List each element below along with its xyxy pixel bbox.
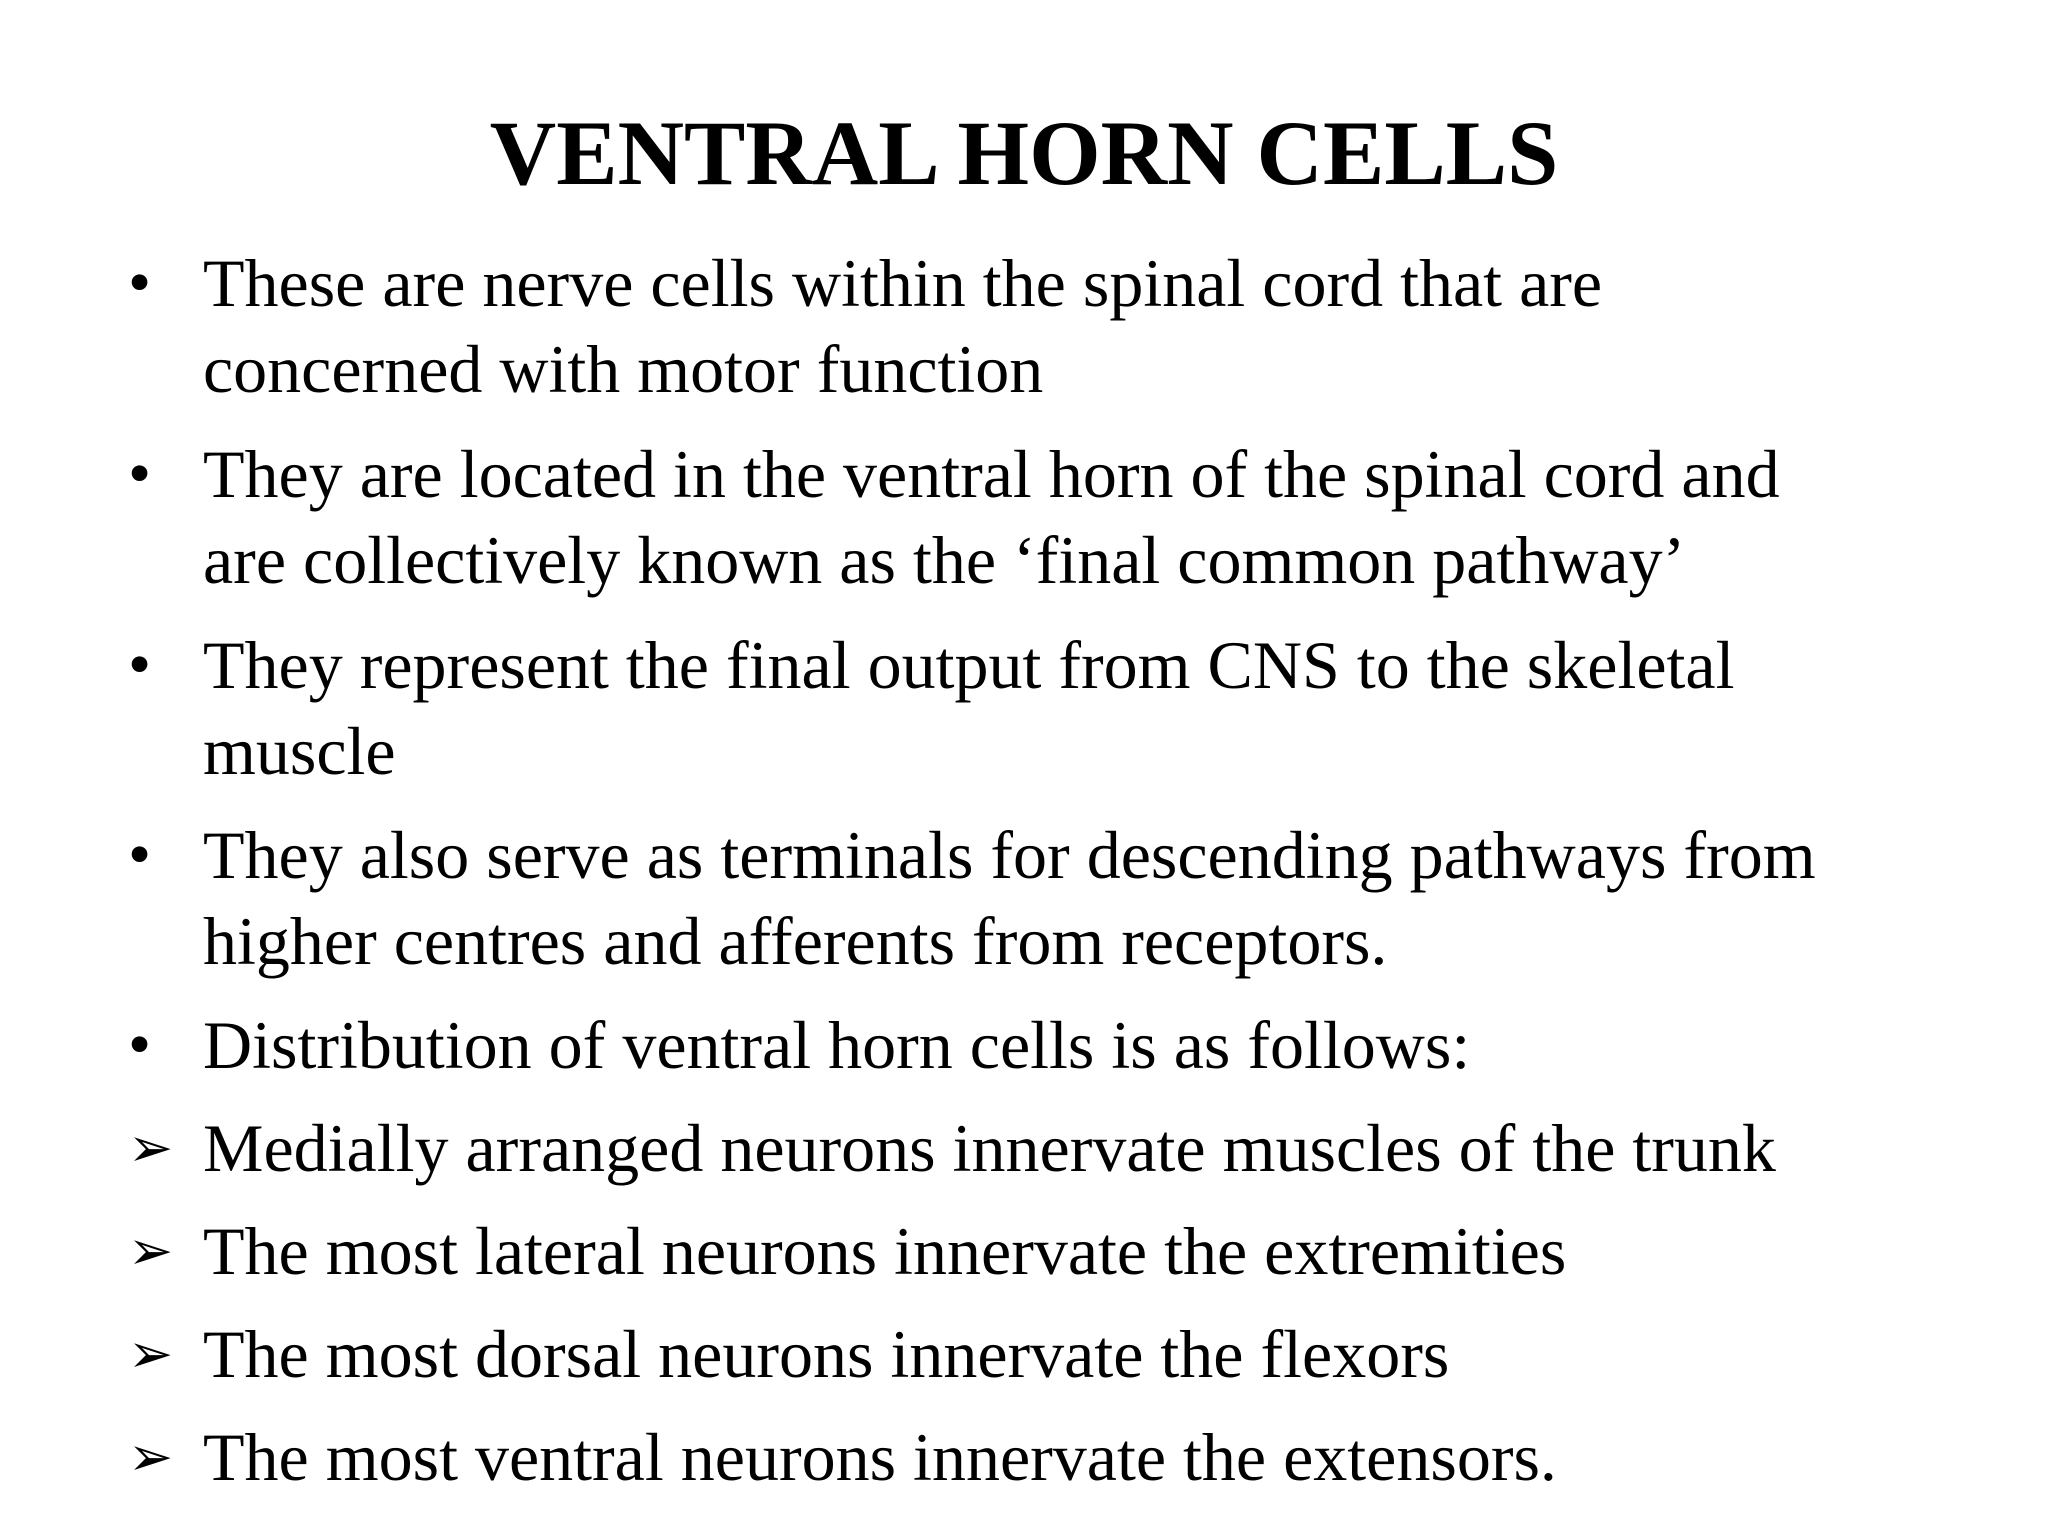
list-item-line: They also serve as terminals for descending pathways from — [203, 817, 1816, 893]
list-item-line: The most ventral neurons innervate the extensors. — [203, 1419, 1557, 1495]
list-item-line: concerned with motor function — [203, 331, 1044, 407]
bullet-marker: • — [128, 1008, 152, 1081]
arrow-bullet-icon: ➢ — [128, 1322, 174, 1385]
list-item-text — [203, 622, 2003, 794]
list-item-text — [203, 1105, 2003, 1191]
bullet-marker: • — [128, 246, 152, 319]
list-item-line: Medially arranged neurons innervate muscles of the trunk — [203, 1110, 1776, 1186]
list-item-line: Distribution of ventral horn cells is as follows: — [203, 1007, 1471, 1083]
arrow-bullet-icon: ➢ — [128, 1219, 174, 1282]
list-item-text — [203, 812, 2003, 984]
arrow-bullet-icon: ➢ — [128, 1116, 174, 1179]
bullet-marker: • — [128, 437, 152, 510]
list-item-line: They are located in the ventral horn of the spinal cord and — [203, 436, 1780, 512]
list-item-line: higher centres and afferents from receptors. — [203, 903, 1388, 979]
arrow-bullet-icon: ➢ — [128, 1425, 174, 1488]
list-item-text — [203, 240, 2003, 412]
bullet-marker: • — [128, 818, 152, 891]
list-item-text — [203, 1208, 2003, 1294]
list-item-line: The most lateral neurons innervate the extremities — [203, 1213, 1567, 1289]
list-item-line: are collectively known as the ‘final common pathway’ — [203, 522, 1686, 598]
list-item-text — [203, 431, 2003, 603]
list-item-text — [203, 1414, 2003, 1500]
bullet-marker: • — [128, 628, 152, 701]
list-item-line: They represent the final output from CNS to the skeletal — [203, 627, 1735, 703]
list-item-line: These are nerve cells within the spinal cord that are — [203, 245, 1603, 321]
list-item-line: The most dorsal neurons innervate the flexors — [203, 1316, 1450, 1392]
slide-title: VENTRAL HORN CELLS — [489, 102, 1559, 204]
list-item-text — [203, 1311, 2003, 1397]
list-item-line: muscle — [203, 713, 396, 789]
list-item-text — [203, 1002, 2003, 1088]
